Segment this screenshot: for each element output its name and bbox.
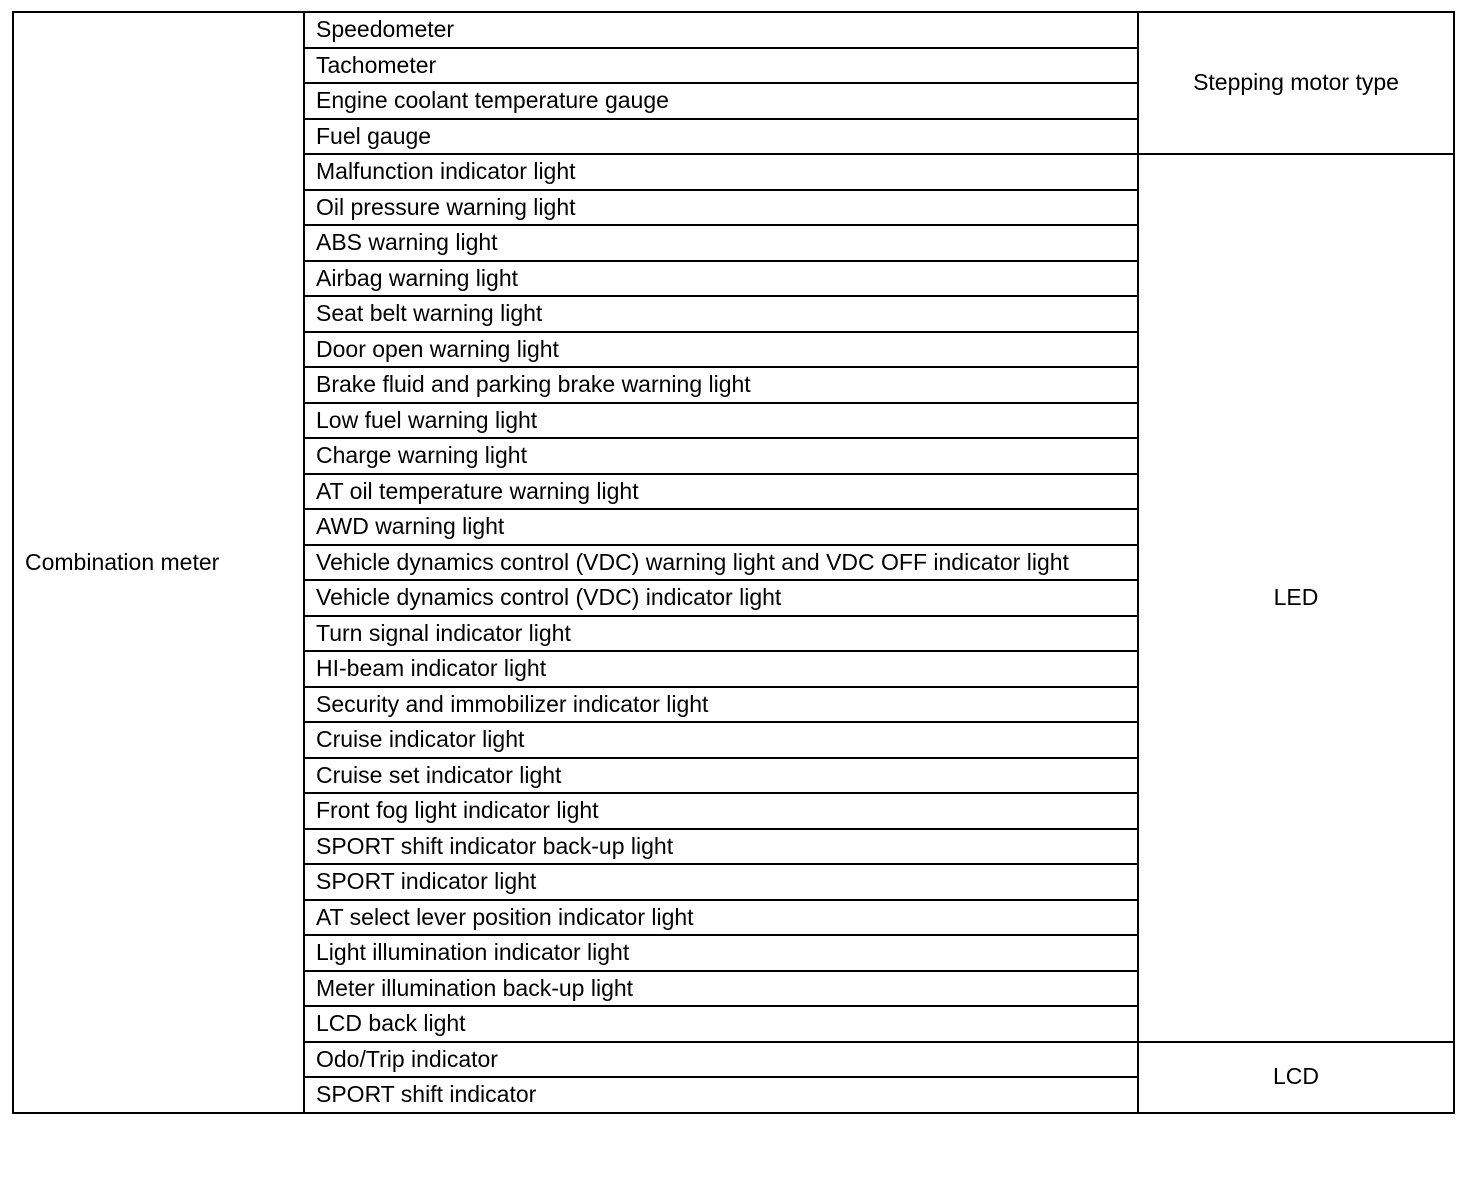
item-cell: Door open warning light — [304, 332, 1138, 368]
item-cell: Front fog light indicator light — [304, 793, 1138, 829]
item-cell: Charge warning light — [304, 438, 1138, 474]
item-cell: Meter illumination back-up light — [304, 971, 1138, 1007]
item-cell: Odo/Trip indicator — [304, 1042, 1138, 1078]
item-cell: Malfunction indicator light — [304, 154, 1138, 190]
table-body — [13, 12, 1454, 1113]
item-cell: Oil pressure warning light — [304, 190, 1138, 226]
item-cell: Cruise set indicator light — [304, 758, 1138, 794]
item-cell: Engine coolant temperature gauge — [304, 83, 1138, 119]
type-cell: LCD — [1138, 1042, 1454, 1113]
item-cell: Turn signal indicator light — [304, 616, 1138, 652]
item-cell: SPORT shift indicator — [304, 1077, 1138, 1113]
item-cell: Seat belt warning light — [304, 296, 1138, 332]
item-cell: AT oil temperature warning light — [304, 474, 1138, 510]
item-cell: ABS warning light — [304, 225, 1138, 261]
group-label-cell: Combination meter — [13, 12, 304, 1113]
item-cell: Brake fluid and parking brake warning light — [304, 367, 1138, 403]
item-cell: Vehicle dynamics control (VDC) warning light and VDC OFF indicator light — [304, 545, 1138, 581]
item-cell: AT select lever position indicator light — [304, 900, 1138, 936]
item-cell: SPORT indicator light — [304, 864, 1138, 900]
table-row — [13, 12, 1454, 48]
combination-meter-table — [12, 11, 1455, 1114]
item-cell: Tachometer — [304, 48, 1138, 84]
item-cell: HI-beam indicator light — [304, 651, 1138, 687]
item-cell: Fuel gauge — [304, 119, 1138, 155]
item-cell: Speedometer — [304, 12, 1138, 48]
type-cell: LED — [1138, 154, 1454, 1042]
item-cell: Airbag warning light — [304, 261, 1138, 297]
item-cell: LCD back light — [304, 1006, 1138, 1042]
item-cell: Security and immobilizer indicator light — [304, 687, 1138, 723]
item-cell: SPORT shift indicator back-up light — [304, 829, 1138, 865]
item-cell: Cruise indicator light — [304, 722, 1138, 758]
item-cell: Light illumination indicator light — [304, 935, 1138, 971]
item-cell: Low fuel warning light — [304, 403, 1138, 439]
item-cell: Vehicle dynamics control (VDC) indicator light — [304, 580, 1138, 616]
item-cell: AWD warning light — [304, 509, 1138, 545]
type-cell: Stepping motor type — [1138, 12, 1454, 154]
